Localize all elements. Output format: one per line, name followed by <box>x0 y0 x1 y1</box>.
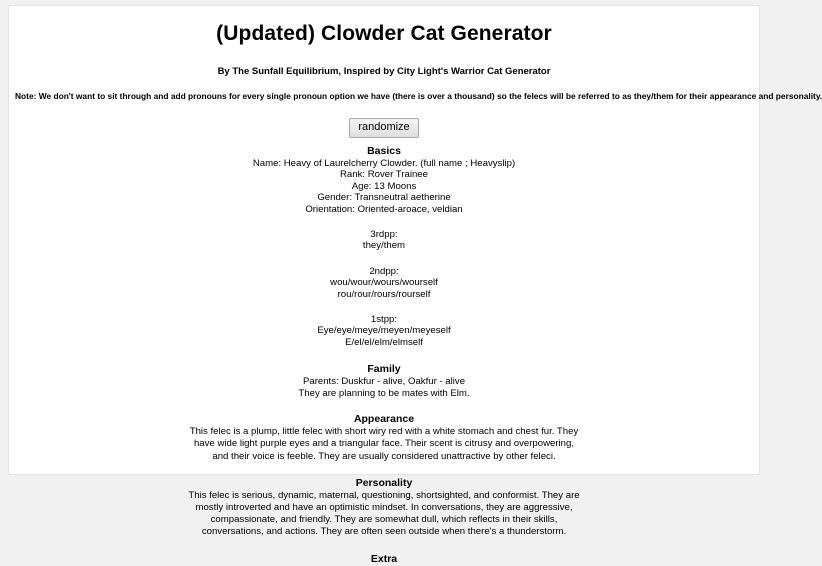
basics-section <box>15 145 753 215</box>
personality-section <box>15 477 753 539</box>
personality-heading: Personality <box>355 476 413 489</box>
randomize-button-row <box>15 117 753 138</box>
randomize-button[interactable]: randomize <box>349 118 418 138</box>
page-content <box>9 21 822 566</box>
basics-gender: Gender: Transneutral aetherine <box>317 192 451 204</box>
appearance-text: This felec is a plump, little felec with short wiry red with a white stomach and chest fur. They have wide light purple eyes and a triangular face. Their scent is citrusy and overpowering, and their voice is feeble. They are usually considered unattractive by other feleci. <box>189 426 579 462</box>
first-person-pronouns <box>15 314 753 348</box>
extra-heading: Extra <box>370 552 398 565</box>
second-person-set-2: rou/rour/rours/rourself <box>337 288 431 300</box>
basics-rank: Rank: Rover Trainee <box>340 169 428 181</box>
personality-text: This felec is serious, dynamic, maternal, questioning, shortsighted, and conformist. They are mostly introverted and have an optimistic mindset. In conversations, they are aggressive, compassionate, and friendly. They are somewhat dull, which reflects in their skills, conversations, and actions. They are often seen outside when there's a thunderstorm. <box>188 489 580 538</box>
first-person-set-1: Eye/eye/meye/meyen/meyeself <box>317 325 451 337</box>
first-person-label: 1stpp: <box>370 314 398 326</box>
pronoun-note: Note: We don't want to sit through and add pronouns for every single pronoun option we have (there is over a thousand) so the felecs will be referred to as they/them for their appearance and personality. <box>15 91 822 101</box>
page-frame <box>8 5 822 565</box>
basics-heading: Basics <box>367 145 401 157</box>
family-heading: Family <box>367 363 401 376</box>
basics-name: Name: Heavy of Laurelcherry Clowder. (full name ; Heavyslip) <box>252 158 516 169</box>
first-person-set-2: E/el/el/elm/elmself <box>345 336 423 348</box>
third-person-pronouns <box>15 229 753 252</box>
byline: By The Sunfall Equilibrium, Inspired by City Light's Warrior Cat Generator <box>217 66 551 77</box>
basics-orientation: Orientation: Oriented-aroace, veldian <box>305 203 463 215</box>
appearance-section <box>15 413 753 463</box>
family-parents: Parents: Duskfur - alive, Oakfur - alive <box>302 376 466 388</box>
extra-section <box>15 553 753 566</box>
second-person-label: 2ndpp: <box>369 265 399 277</box>
third-person-set-1: they/them <box>362 240 406 252</box>
page-title: (Updated) Clowder Cat Generator <box>216 22 552 45</box>
third-person-label: 3rdpp: <box>370 229 398 241</box>
second-person-pronouns <box>15 266 753 300</box>
family-mates: They are planning to be mates with Elm. <box>298 387 470 399</box>
basics-age: Age: 13 Moons <box>351 180 417 192</box>
appearance-heading: Appearance <box>353 413 415 426</box>
family-section <box>15 363 753 399</box>
second-person-set-1: wou/wour/wours/wourself <box>330 277 438 289</box>
